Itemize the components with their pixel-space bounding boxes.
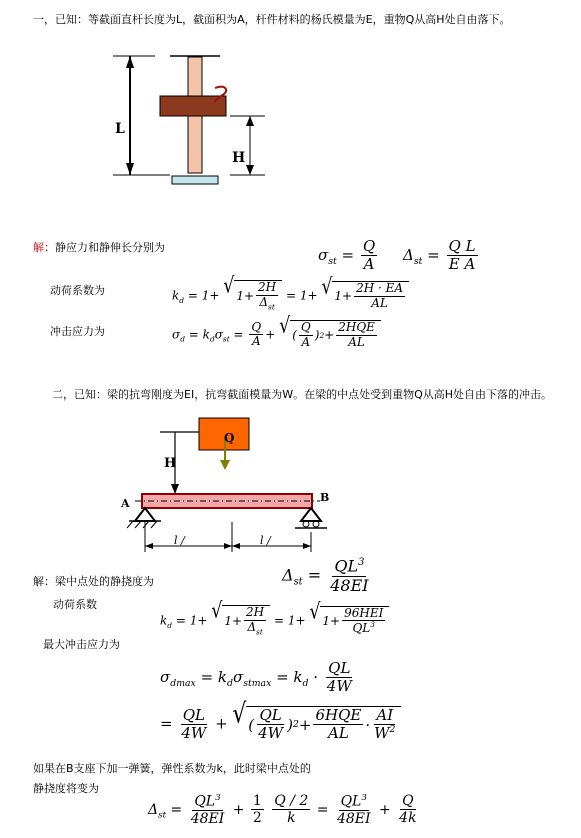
rod-figure	[100, 50, 270, 190]
label-H: H	[232, 150, 246, 166]
static-label: 静应力和静伸长分别为	[55, 241, 165, 254]
static-stress-formula: $\sigma_{st}$ = $\frac{Q}{A}$ $\Delta_{st}$ = $\frac{\text{Q L}}{\text{E A}}$	[318, 237, 476, 274]
solve-label: 解：	[33, 241, 55, 254]
impact-label: 冲击应力为	[50, 325, 105, 338]
impact-formula: $\sigma_d = k_d\sigma_{st}$ = $\frac{Q}{A}$ + √ ( $\frac{Q}{A}$ ) 2 + $\frac{\text{2HQE}}{AL}$	[172, 320, 381, 350]
dyn-coef2-formula: $k_d = 1+$ √ 1+ $\frac{2H}{\Delta_{st}}$ = 1+ √ 1+ $\frac{\text{96HEI}}{QL^3}$	[160, 605, 389, 637]
spring-deflection-formula: $\Delta_{st}$ = $\frac{QL^3}{48EI}$ + $\frac{1}{2}$ $\frac{Q / 2}{k}$ = $\frac{QL^3}{48EI}$ + $\frac{Q}{4k}$	[148, 793, 417, 827]
max-stress-label: 最大冲击应力为	[43, 638, 120, 651]
beam-label-Q: Q	[224, 431, 235, 445]
beam-label-B: B	[320, 491, 330, 504]
beam-label-A: A	[121, 497, 130, 510]
dyn-coef2-label: 动荷系数	[53, 598, 97, 611]
section1-heading: 一，已知：等截面直杆长度为L，截面积为A，杆件材料的杨氏模量为E，重物Q从高H处自由落下。	[33, 13, 511, 26]
spring-line2: 静挠度将变为	[33, 782, 99, 795]
max-stress-formula2: = $\frac{QL}{4W}$ + √ ( $\frac{QL}{4W}$ ) 2 + $\frac{\text{6HQE}}{AL}$ · $\frac{AI}{W^2}$	[160, 706, 401, 743]
section2-heading: 二，已知：梁的抗弯刚度为EI，抗弯截面模量为W。在梁的中点处受到重物Q从高H处自由下落的冲击。	[52, 388, 552, 401]
span-label-right: l /	[260, 534, 271, 547]
max-stress-formula1: $\sigma_{dmax} = k_d\sigma_{stmax} = k_d$ · $\frac{QL}{4W}$	[160, 659, 352, 696]
label-L: L	[115, 121, 125, 137]
dyn-coef-label: 动荷系数为	[50, 284, 105, 297]
span-label-left: l /	[174, 534, 185, 547]
solution-intro	[33, 241, 165, 255]
dyn-coef-formula: $k_d = 1+$ √ 1+ $\frac{2H}{\Delta_{st}}$ = 1+ √ 1+ $\frac{2H \cdot EA}{AL}$	[172, 280, 409, 312]
midpoint-label: 解：梁中点处的静挠度为	[33, 575, 154, 588]
static-deflection-formula: $\Delta_{st}$ = $\frac{QL^3}{48EI}$	[282, 556, 369, 595]
spring-line1: 如果在B支座下加一弹簧，弹性系数为k，此时梁中点处的	[33, 762, 311, 775]
beam-label-H: H	[164, 456, 177, 471]
